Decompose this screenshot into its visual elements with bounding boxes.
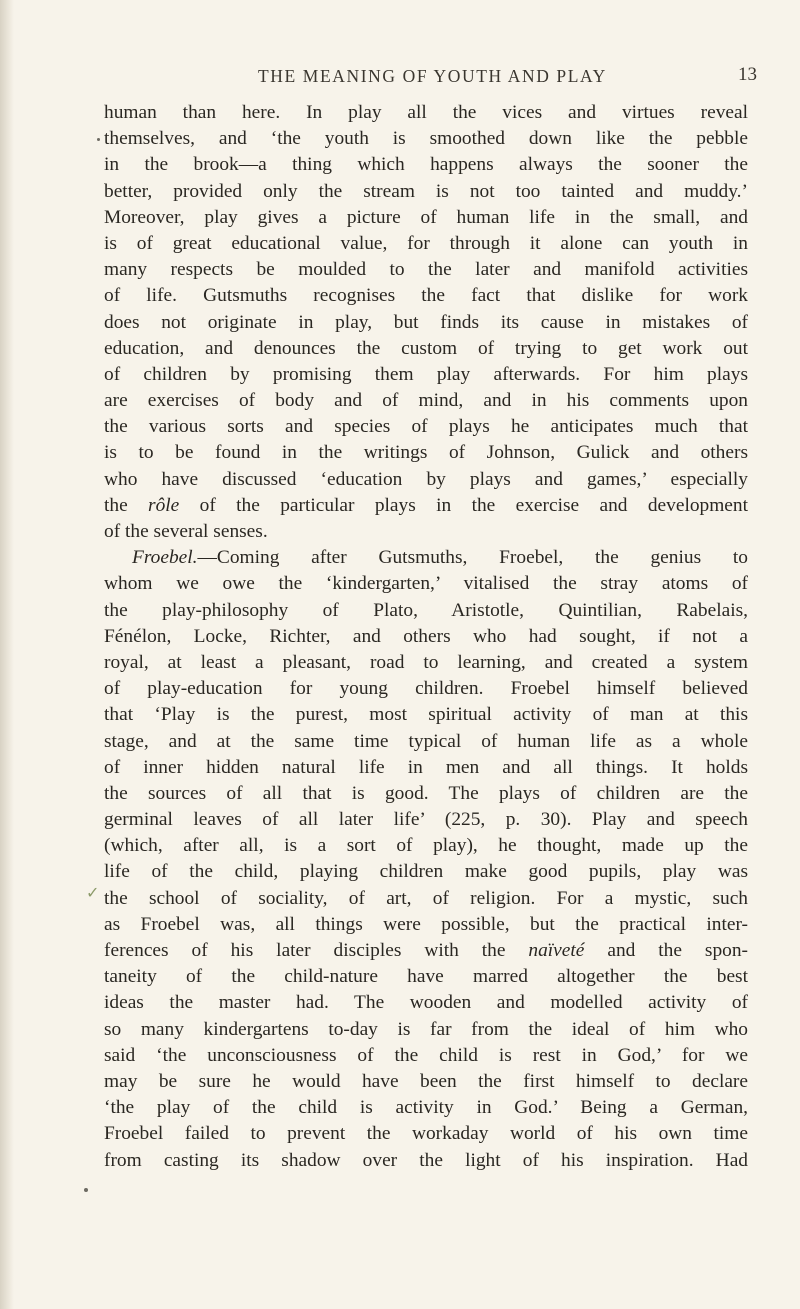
text-line: who have discussed ‘education by plays and games,’ especially (104, 468, 748, 490)
text-line: Fénélon, Locke, Richter, and others who had sought, if not a (104, 625, 748, 647)
text-line: said ‘the unconsciousness of the child is rest in God,’ for we (104, 1044, 748, 1066)
text-line: ideas the master had. The wooden and modelled activity of (104, 992, 748, 1014)
text-line: themselves, and ‘the youth is smoothed down like the pebble (104, 128, 748, 150)
text-run: the (104, 494, 149, 516)
text-line: is of great educational value, for through it alone can youth in (104, 232, 748, 254)
text-line: the play-philosophy of Plato, Aristotle, Quintilian, Rabelais, (104, 599, 748, 621)
running-title: THE MEANING OF YOUTH AND PLAY (258, 66, 607, 86)
text-line: of inner hidden natural life in men and all things. It holds (104, 756, 748, 778)
text-line: the various sorts and species of plays he anticipates much that (104, 416, 748, 438)
text-line: is to be found in the writings of Johnson, Gulick and others (104, 442, 748, 464)
text-line: better, provided only the stream is not too tainted and muddy.’ (104, 180, 748, 202)
text-line: taneity of the child-nature have marred altogether the best (104, 966, 748, 988)
text-line: education, and denounces the custom of trying to get work out (104, 337, 748, 359)
text-line: whom we owe the ‘kindergarten,’ vitalised the stray atoms of (104, 573, 748, 595)
text-line: life of the child, playing children make good pupils, play was (104, 861, 748, 883)
text-line: that ‘Play is the purest, most spiritual activity of man at this (104, 704, 748, 726)
text-line: of play-education for young children. Froebel himself believed (104, 678, 748, 700)
section-run-in-heading: Froebel. (132, 547, 198, 569)
page-binding-shadow (0, 0, 14, 1309)
page-number: 13 (738, 64, 757, 85)
text-run: ferences of his later disciples with the (104, 940, 529, 961)
text-line: as Froebel was, all things were possible, but the practical inter- (104, 913, 748, 935)
text-line: in the brook—a thing which happens always the sooner the (104, 154, 748, 176)
text-line: the school of sociality, of art, of religion. For a mystic, such (104, 887, 748, 909)
text-run: and the spon- (584, 940, 748, 961)
paragraph-end-line: of the several senses. (104, 521, 268, 542)
text-line: Moreover, play gives a picture of human life in the small, and (104, 206, 748, 228)
froebel-section-heading-line (104, 545, 748, 571)
text-line: ‘the play of the child is activity in God.’ Being a German, (104, 1097, 748, 1119)
text-line: many respects be moulded to the later and manifold activities (104, 259, 748, 281)
text-line: (which, after all, is a sort of play), he thought, made up the (104, 835, 748, 857)
body-text (104, 100, 748, 1174)
text-line: germinal leaves of all later life’ (225, p. 30). Play and speech (104, 809, 748, 831)
text-line: are exercises of body and of mind, and in his comments upon (104, 390, 748, 412)
text-line-role (104, 493, 748, 519)
italic-term-role: rôle (148, 494, 180, 516)
text-line: royal, at least a pleasant, road to learning, and created a system (104, 651, 748, 673)
text-line: Froebel failed to prevent the workaday world of his own time (104, 1123, 748, 1145)
italic-term-naivete: naïveté (528, 940, 585, 961)
text-line: does not originate in play, but finds its cause in mistakes of (104, 311, 748, 333)
margin-tick-mark: ✓ (86, 885, 100, 902)
text-run: —Coming after Gutsmuths, Froebel, the genius to (197, 547, 748, 569)
text-line: of life. Gutsmuths recognises the fact that dislike for work (104, 285, 748, 307)
text-line: of children by promising them play afterwards. For him plays (104, 363, 748, 385)
stray-dot-mark-lower (84, 1188, 88, 1192)
text-line-naivete (104, 938, 748, 964)
text-line: from casting its shadow over the light of his inspiration. Had (104, 1149, 748, 1171)
text-line: may be sure he would have been the first himself to declare (104, 1070, 748, 1092)
text-line: human than here. In play all the vices and virtues reveal (104, 102, 748, 123)
text-line: the sources of all that is good. The plays of children are the (104, 782, 748, 804)
stray-dot-mark (97, 138, 100, 141)
text-run: of the particular plays in the exercise and development (179, 494, 748, 516)
text-line: so many kindergartens to-day is far from the ideal of him who (104, 1018, 748, 1040)
text-line: stage, and at the same time typical of human life as a whole (104, 730, 748, 752)
